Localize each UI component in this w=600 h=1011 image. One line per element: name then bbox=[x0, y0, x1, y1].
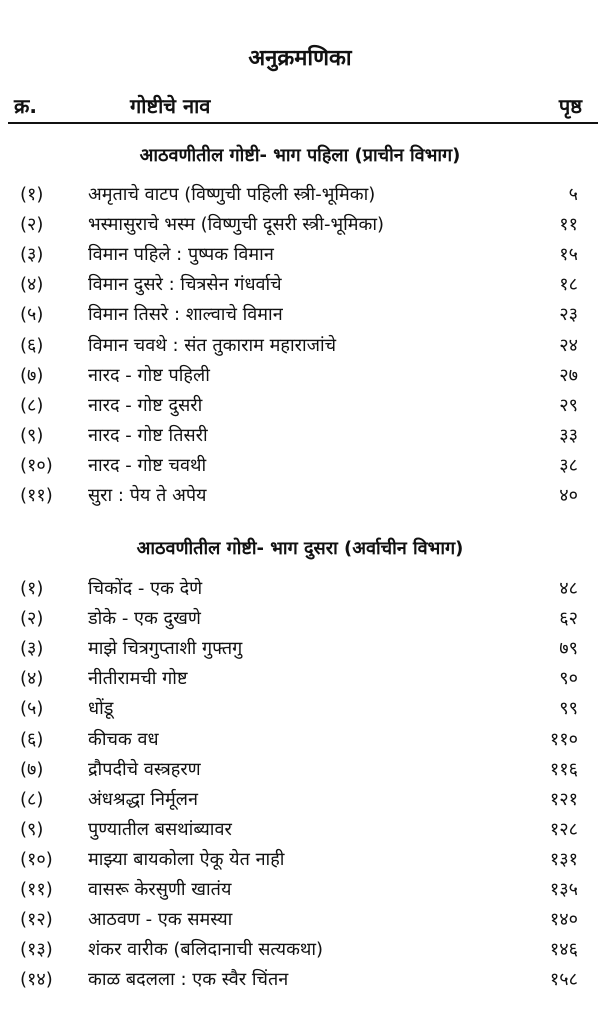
header-divider bbox=[8, 122, 598, 124]
header-page: पृष्ठ bbox=[558, 94, 582, 118]
list-item bbox=[0, 212, 600, 242]
entry-story-name: नारद - गोष्ट दुसरी bbox=[88, 394, 203, 416]
entry-page-number: ६२ bbox=[559, 608, 578, 630]
entry-story-name: नारद - गोष्ट तिसरी bbox=[88, 424, 208, 446]
entry-number: (११) bbox=[20, 879, 53, 900]
entry-page-number: ५ bbox=[568, 184, 578, 205]
entry-number: (४) bbox=[20, 274, 44, 296]
entry-number: (१४) bbox=[20, 969, 53, 991]
entry-number: (४) bbox=[20, 668, 44, 690]
entry-story-name: पुण्यातील बसथांब्यावर bbox=[88, 818, 232, 840]
entry-page-number: ११६ bbox=[549, 758, 578, 780]
page-title: अनुक्रमणिका bbox=[248, 46, 352, 71]
entry-story-name: विमान पहिले : पुष्पक विमान bbox=[88, 244, 274, 266]
list-item bbox=[0, 817, 600, 847]
entry-page-number: १४० bbox=[549, 909, 578, 931]
list-item bbox=[0, 967, 600, 997]
list-item bbox=[0, 333, 600, 363]
entry-story-name: विमान तिसरे : शाल्वाचे विमान bbox=[88, 304, 283, 326]
entry-number: (६) bbox=[20, 334, 44, 356]
entry-story-name: विमान चवथे : संत तुकाराम महाराजांचे bbox=[88, 334, 337, 356]
entry-story-name: काळ बदलला : एक स्वैर चिंतन bbox=[88, 969, 289, 991]
entry-story-name: वासरू केरसुणी खातंय bbox=[88, 879, 232, 900]
list-item bbox=[0, 453, 600, 483]
entry-page-number: २३ bbox=[559, 304, 578, 326]
entry-story-name: अमृताचे वाटप (विष्णुची पहिली स्त्री-भूमिका) bbox=[88, 184, 376, 205]
list-item bbox=[0, 847, 600, 877]
list-item bbox=[0, 666, 600, 696]
entry-page-number: १२१ bbox=[549, 788, 578, 810]
entry-story-name: नारद - गोष्ट चवथी bbox=[88, 454, 207, 476]
entry-story-name: कीचक वध bbox=[88, 728, 159, 750]
entry-number: (७) bbox=[20, 364, 44, 386]
entry-number: (१०) bbox=[20, 848, 53, 870]
entry-story-name: नीतीरामची गोष्ट bbox=[88, 668, 188, 690]
entry-number: (७) bbox=[20, 758, 44, 780]
entry-story-name: शंकर वारीक (बलिदानाची सत्यकथा) bbox=[88, 939, 324, 961]
entry-number: (१२) bbox=[20, 909, 53, 931]
list-item bbox=[0, 393, 600, 423]
entry-story-name: आठवण - एक समस्या bbox=[88, 909, 233, 931]
entry-story-name: नारद - गोष्ट पहिली bbox=[88, 364, 210, 386]
entry-number: (६) bbox=[20, 728, 44, 750]
entry-page-number: ३३ bbox=[559, 424, 578, 446]
entry-page-number: २४ bbox=[559, 334, 578, 356]
entry-page-number: ४८ bbox=[559, 578, 578, 599]
entry-story-name: माझ्या बायकोला ऐकू येत नाही bbox=[88, 848, 285, 870]
header-story-name: गोष्टीचे नाव bbox=[130, 94, 211, 118]
entry-page-number: ११० bbox=[549, 728, 578, 750]
section-title: आठवणीतील गोष्टी- भाग पहिला (प्राचीन विभाग) bbox=[139, 145, 461, 166]
section-title: आठवणीतील गोष्टी- भाग दुसरा (अर्वाचीन विभाग) bbox=[136, 538, 464, 559]
entry-story-name: सुरा : पेय ते अपेय bbox=[88, 485, 207, 506]
list-item bbox=[0, 242, 600, 272]
entry-page-number: १५ bbox=[559, 244, 578, 266]
entry-story-name: भस्मासुराचे भस्म (विष्णुची दूसरी स्त्री-भूमिका) bbox=[88, 214, 385, 236]
entry-page-number: ४० bbox=[559, 485, 578, 506]
entry-page-number: १८ bbox=[559, 274, 578, 296]
column-header bbox=[0, 92, 600, 122]
list-item bbox=[0, 606, 600, 636]
entry-number: (१०) bbox=[20, 454, 53, 476]
list-item bbox=[0, 272, 600, 302]
list-item bbox=[0, 787, 600, 817]
entry-page-number: ७९ bbox=[559, 638, 578, 660]
entry-page-number: २७ bbox=[559, 364, 578, 386]
entry-story-name: विमान दुसरे : चित्रसेन गंधर्वाचे bbox=[88, 274, 282, 296]
entry-number: (८) bbox=[20, 788, 44, 810]
entry-page-number: ११ bbox=[559, 214, 578, 236]
entry-story-name: डोके - एक दुखणे bbox=[88, 608, 201, 630]
entry-number: (१३) bbox=[20, 939, 53, 961]
list-item bbox=[0, 757, 600, 787]
entry-number: (२) bbox=[20, 608, 44, 630]
header-number: क्र. bbox=[14, 94, 37, 118]
entry-page-number: २९ bbox=[559, 394, 578, 416]
list-item bbox=[0, 363, 600, 393]
entry-page-number: १३५ bbox=[549, 879, 578, 900]
list-item bbox=[0, 182, 600, 212]
entry-story-name: द्रौपदीचे वस्त्रहरण bbox=[88, 758, 201, 780]
entry-page-number: ९९ bbox=[559, 698, 578, 720]
entry-page-number: ३८ bbox=[559, 454, 578, 476]
entry-story-name: अंधश्रद्धा निर्मूलन bbox=[88, 788, 198, 810]
entry-story-name: धोंडू bbox=[88, 698, 114, 720]
entry-story-name: चिकोंद - एक देणे bbox=[88, 578, 203, 599]
entry-number: (११) bbox=[20, 485, 53, 506]
list-item bbox=[0, 423, 600, 453]
entry-story-name: माझे चित्रगुप्ताशी गुफ्तगु bbox=[88, 638, 243, 660]
entry-page-number: १३१ bbox=[549, 848, 578, 870]
list-item bbox=[0, 636, 600, 666]
entry-page-number: १२८ bbox=[549, 818, 578, 840]
entry-page-number: १४६ bbox=[549, 939, 578, 961]
list-item bbox=[0, 483, 600, 513]
list-item bbox=[0, 302, 600, 332]
entry-page-number: ९० bbox=[559, 668, 578, 690]
entry-number: (२) bbox=[20, 214, 44, 236]
list-item bbox=[0, 937, 600, 967]
list-item bbox=[0, 877, 600, 907]
entry-number: (९) bbox=[20, 818, 44, 840]
entry-page-number: १५८ bbox=[549, 969, 578, 991]
entry-number: (१) bbox=[20, 184, 44, 205]
entry-number: (५) bbox=[20, 698, 44, 720]
entry-number: (८) bbox=[20, 394, 44, 416]
list-item bbox=[0, 576, 600, 606]
entry-number: (३) bbox=[20, 244, 44, 266]
entry-number: (९) bbox=[20, 424, 44, 446]
entry-number: (५) bbox=[20, 304, 44, 326]
list-item bbox=[0, 907, 600, 937]
list-item bbox=[0, 696, 600, 726]
entry-number: (३) bbox=[20, 638, 44, 660]
list-item bbox=[0, 727, 600, 757]
entry-number: (१) bbox=[20, 578, 44, 599]
